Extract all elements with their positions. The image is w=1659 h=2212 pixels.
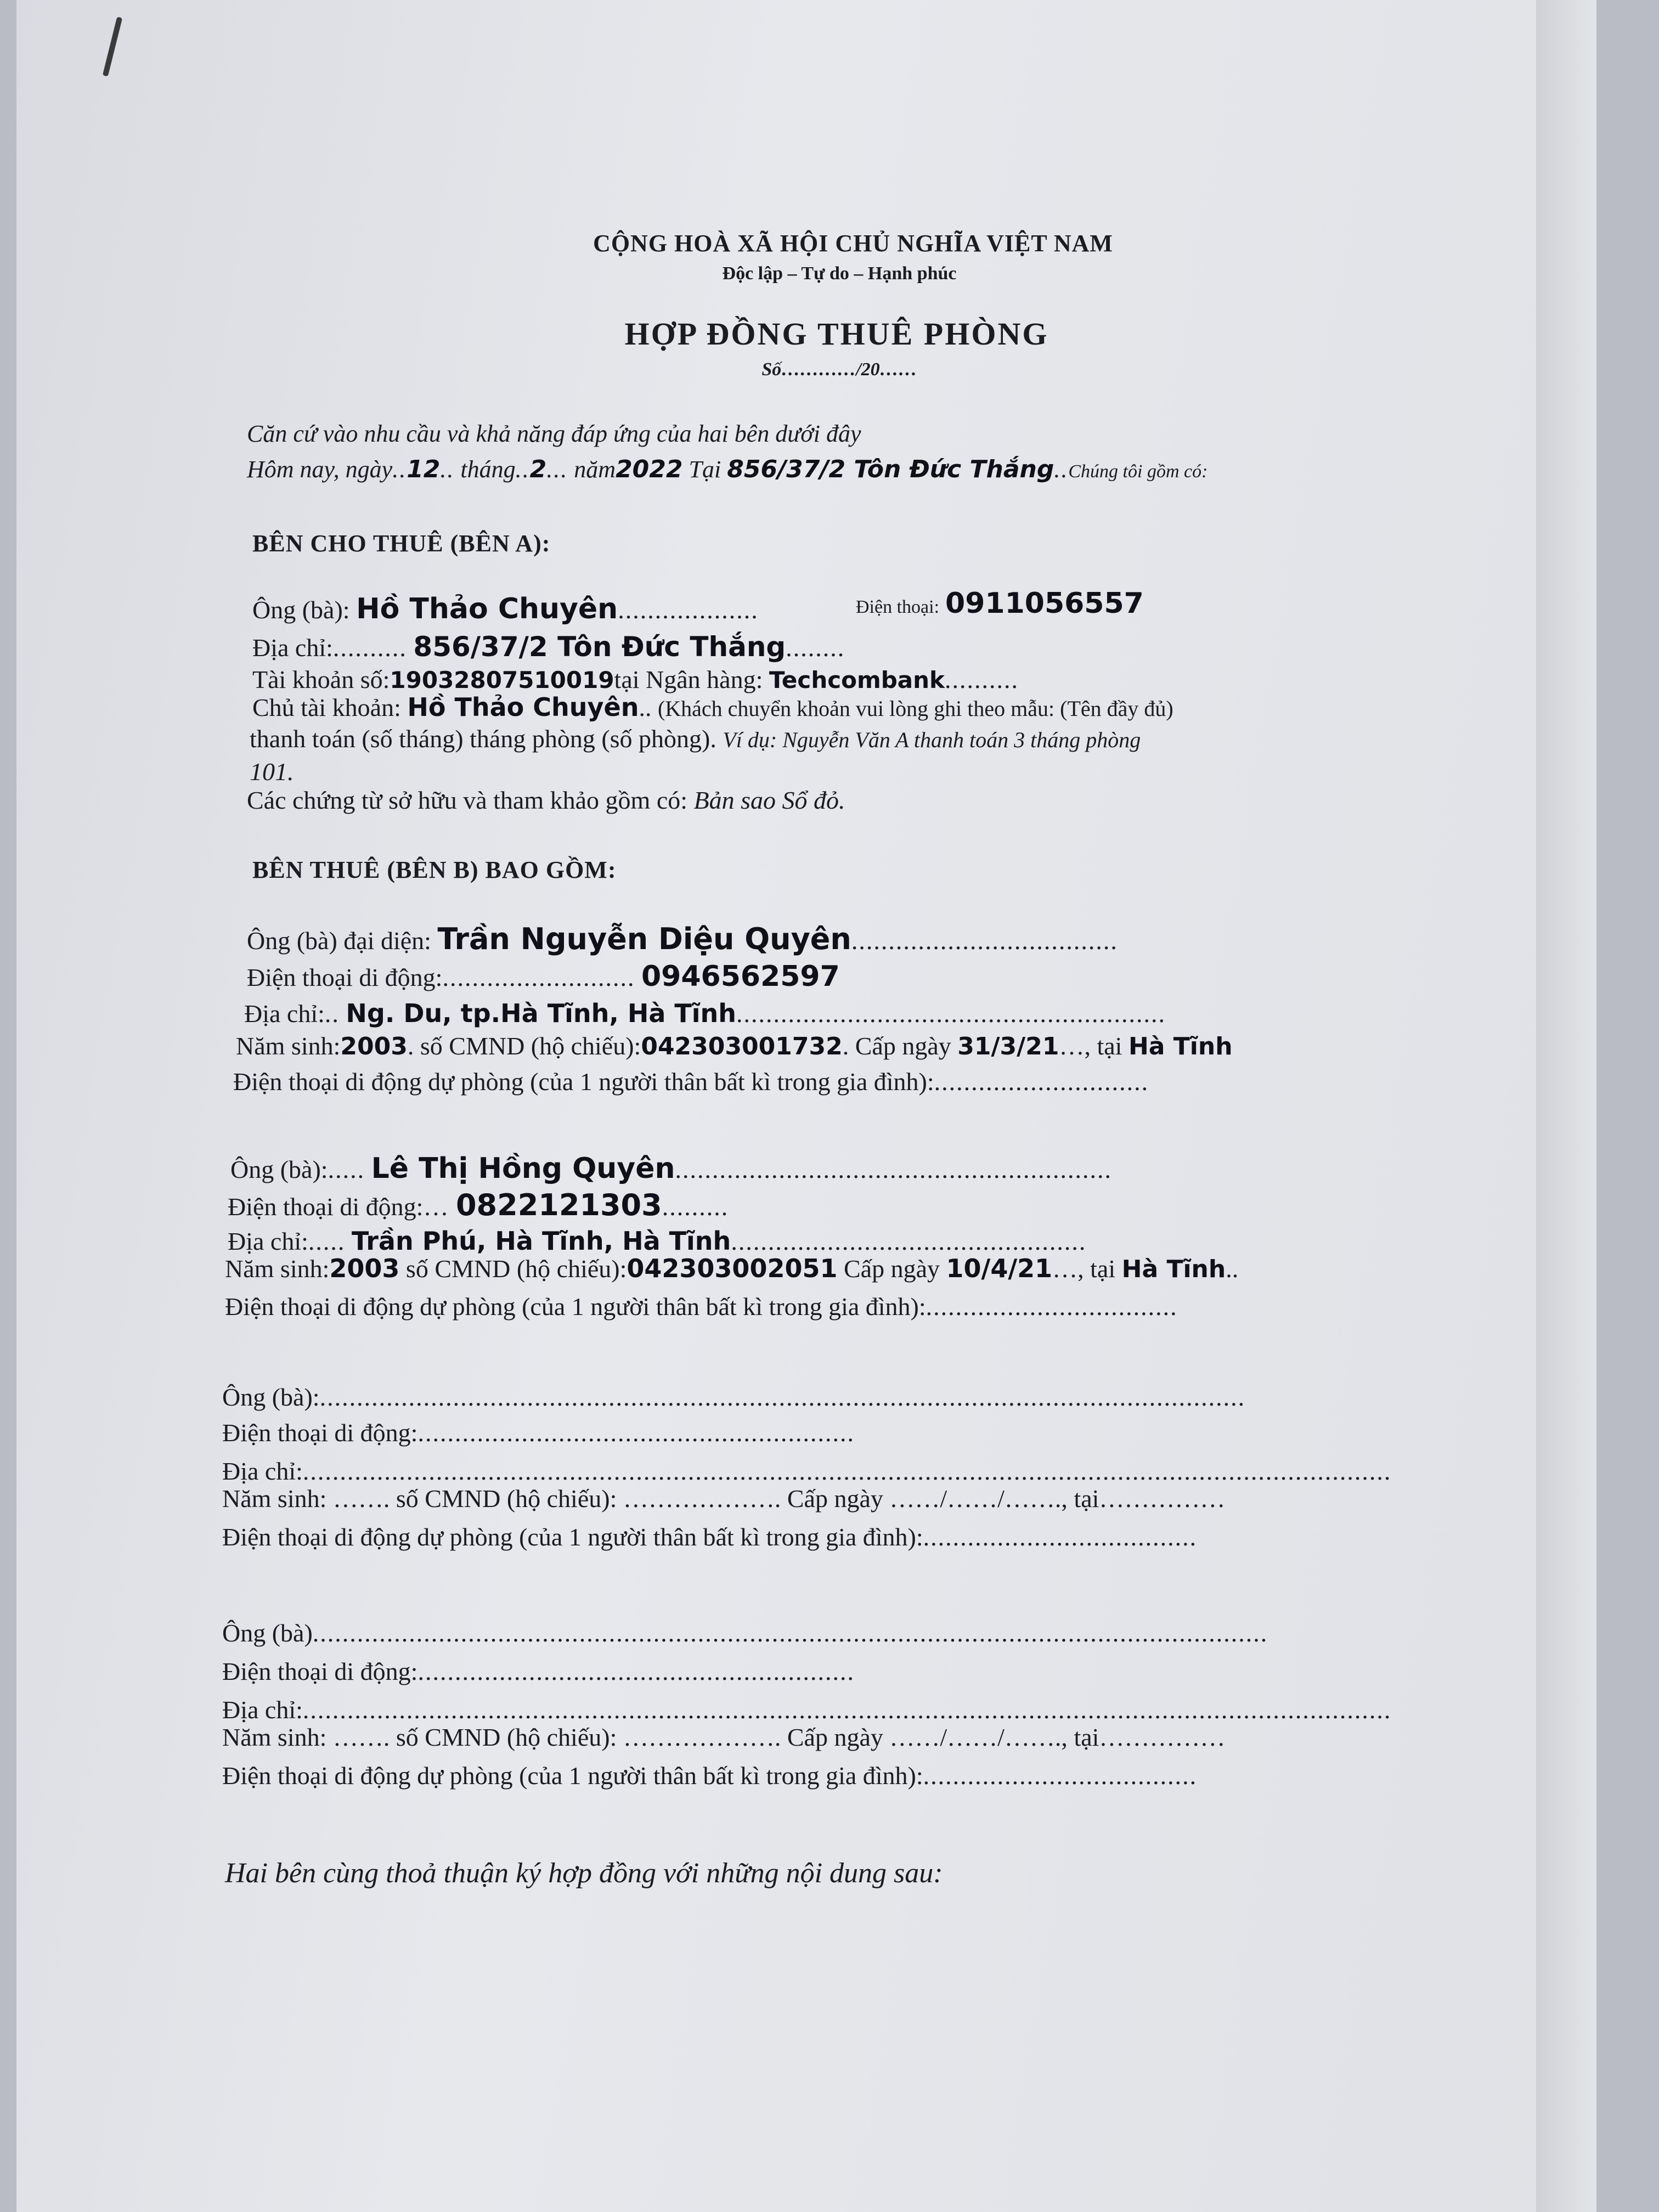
person4-mobile-row: Điện thoại di động:...........................................................	[222, 1657, 855, 1685]
person1-address-row: Địa chỉ:.. Ng. Du, tp.Hà Tĩnh, Hà Tĩnh..........................................................	[244, 998, 1166, 1028]
person1-name-row: Ông (bà) đại diện: Trần Nguyễn Diệu Quyên....................................	[247, 922, 1118, 956]
person3-at-label: tại	[1074, 1485, 1099, 1513]
party-a-heading: BÊN CHO THUÊ (BÊN A):	[252, 530, 551, 557]
person2-address-row: Địa chỉ:..... Trần Phú, Hà Tĩnh, Hà Tĩnh................................................	[228, 1226, 1087, 1256]
person2-mobile: 0822121303	[455, 1188, 662, 1222]
person4-address-row: Địa chỉ:...................................................................................................................................................	[222, 1696, 1392, 1724]
party-a-docs-label: Các chứng từ sở hữu và tham khảo gồm có:	[247, 786, 688, 814]
intro-day: 12	[407, 455, 441, 483]
adjacent-page-edge	[1536, 0, 1596, 2212]
person3-mobile-row: Điện thoại di động:...........................................................	[222, 1419, 855, 1447]
person2-id: 042303002051	[627, 1254, 838, 1283]
party-a-bank-label: tại Ngân hàng:	[614, 665, 763, 693]
party-a-docs: Bản sao Sổ đỏ.	[693, 786, 845, 814]
person1-mobile-row: Điện thoại di động:.......................... 0946562597	[247, 960, 840, 993]
national-title: CỘNG HOÀ XÃ HỘI CHỦ NGHĨA VIỆT NAM	[593, 230, 1113, 257]
person4-name-row: Ông (bà).................................................................................................................................	[222, 1619, 1268, 1647]
person3-address-row: Địa chỉ:...................................................................................................................................................	[222, 1457, 1392, 1485]
person1-address: Ng. Du, tp.Hà Tĩnh, Hà Tĩnh	[346, 998, 737, 1028]
person4-at-label: tại	[1074, 1723, 1099, 1751]
person2-address-label: Địa chỉ:	[228, 1227, 308, 1255]
person3-name-label: Ông (bà):	[222, 1383, 320, 1411]
contract-page	[16, 0, 1596, 2212]
party-a-example: Ví dụ: Nguyễn Văn A thanh toán 3 tháng phòng	[723, 727, 1141, 752]
closing-statement: Hai bên cùng thoả thuận ký hợp đồng với những nội dung sau:	[225, 1858, 943, 1889]
person3-backup-row: Điện thoại di động dự phòng (của 1 người thân bất kì trong gia đình):.....................................	[222, 1523, 1198, 1551]
person4-issued-label: Cấp ngày	[787, 1723, 883, 1751]
person2-name-row: Ông (bà):..... Lê Thị Hồng Quyên...........................................................	[230, 1152, 1112, 1185]
party-a-account-label: Tài khoản số:	[252, 665, 390, 693]
national-motto: Độc lập – Tự do – Hạnh phúc	[722, 263, 957, 284]
party-a-address-label: Địa chỉ:	[252, 634, 333, 662]
person3-id-label: số CMND (hộ chiếu):	[396, 1485, 617, 1513]
person2-address: Trần Phú, Hà Tĩnh, Hà Tĩnh	[351, 1226, 731, 1256]
person1-birth: 2003	[340, 1032, 408, 1060]
intro-year-label: năm	[574, 456, 616, 483]
person2-issued: 10/4/21	[946, 1254, 1053, 1283]
person1-mobile: 0946562597	[641, 960, 840, 993]
person2-at: Hà Tĩnh	[1121, 1255, 1226, 1283]
party-a-owner-label: Chủ tài khoản:	[252, 693, 401, 721]
party-a-name-row: Ông (bà): Hồ Thảo Chuyên...................	[252, 592, 759, 625]
party-a-transfer-note: (Khách chuyển khoản vui lòng ghi theo mẫu: (Tên đầy đủ)	[657, 696, 1173, 721]
party-a-account-row: Tài khoản số:19032807510019tại Ngân hàng: Techcombank..........	[252, 665, 1019, 693]
person2-birth-row: Năm sinh:2003 số CMND (hộ chiếu):042303002051 Cấp ngày 10/4/21…, tại Hà Tĩnh..	[225, 1254, 1239, 1283]
person4-birth-row: Năm sinh: ……. số CMND (hộ chiếu): ………………. Cấp ngày ……/……/……., tại……………	[222, 1723, 1226, 1751]
person1-birth-row: Năm sinh:2003. số CMND (hộ chiếu):042303001732. Cấp ngày 31/3/21…, tại Hà Tĩnh	[236, 1032, 1233, 1060]
person2-mobile-label: Điện thoại di động:	[228, 1193, 424, 1221]
person3-name-row: Ông (bà):.............................................................................................................................	[222, 1383, 1246, 1411]
pen-stroke	[103, 16, 122, 76]
party-a-owner-row: Chủ tài khoản: Hồ Thảo Chuyên.. (Khách chuyển khoản vui lòng ghi theo mẫu: (Tên đầy đủ)	[252, 692, 1173, 722]
person2-id-label: số CMND (hộ chiếu):	[405, 1255, 627, 1283]
intro-place-label: Tại	[689, 456, 721, 483]
party-a-bank: Techcombank	[769, 667, 945, 693]
person2-birth: 2003	[329, 1254, 400, 1283]
person3-birth-label: Năm sinh:	[222, 1485, 327, 1513]
person2-name: Lê Thị Hồng Quyên	[371, 1152, 675, 1185]
person1-issued-label: Cấp ngày	[855, 1032, 951, 1060]
person3-address-label: Địa chỉ:	[222, 1457, 303, 1485]
person4-name-label: Ông (bà)	[222, 1619, 313, 1647]
person4-address-label: Địa chỉ:	[222, 1696, 303, 1724]
person2-backup-label: Điện thoại di động dự phòng (của 1 người thân bất kì trong gia đình):	[225, 1293, 926, 1321]
intro-month: 2	[529, 455, 547, 483]
person1-birth-label: Năm sinh:	[236, 1032, 341, 1060]
person2-issued-label: Cấp ngày	[843, 1255, 940, 1283]
intro-date-prefix: Hôm nay, ngày	[247, 456, 393, 483]
party-a-phone: 0911056557	[945, 587, 1144, 620]
party-a-address: 856/37/2 Tôn Đức Thắng	[413, 631, 786, 663]
party-a-name: Hồ Thảo Chuyên	[356, 592, 618, 625]
person4-id-label: số CMND (hộ chiếu):	[396, 1723, 617, 1751]
person2-name-label: Ông (bà):	[230, 1155, 328, 1183]
intro-date-line: Hôm nay, ngày..12.. tháng..2... năm2022 Tại 856/37/2 Tôn Đức Thắng..Chúng tôi gồm có:	[247, 455, 1208, 483]
person3-mobile-label: Điện thoại di động:	[222, 1419, 418, 1447]
contract-number: Số…………/20……	[761, 359, 917, 380]
party-a-docs-row	[247, 786, 845, 815]
party-a-example-end: 101.	[250, 758, 294, 786]
person4-backup-label: Điện thoại di động dự phòng (của 1 người thân bất kì trong gia đình):	[222, 1762, 923, 1790]
party-a-address-row: Địa chỉ:.......... 856/37/2 Tôn Đức Thắng........	[252, 631, 845, 663]
party-a-phone-label: Điện thoại:	[856, 597, 940, 617]
party-a-transfer-note2: thanh toán (số tháng) tháng phòng (số phòng).	[250, 725, 716, 753]
person1-mobile-label: Điện thoại di động:	[247, 963, 443, 991]
person1-id: 042303001732	[641, 1032, 843, 1060]
person1-id-label: số CMND (hộ chiếu):	[420, 1032, 641, 1060]
intro-year: 2022	[616, 455, 683, 483]
person1-backup-row: Điện thoại di động dự phòng (của 1 người thân bất kì trong gia đình):.............................	[233, 1068, 1149, 1096]
person3-birth-row: Năm sinh: ……. số CMND (hộ chiếu): ………………. Cấp ngày ……/……/……., tại……………	[222, 1485, 1226, 1513]
intro-basis: Căn cứ vào nhu cầu và khả năng đáp ứng của hai bên dưới đây	[247, 420, 861, 447]
person1-name: Trần Nguyễn Diệu Quyên	[437, 922, 851, 956]
intro-month-label: tháng	[460, 456, 516, 483]
document-title: HỢP ĐỒNG THUÊ PHÒNG	[624, 316, 1049, 352]
person1-backup-label: Điện thoại di động dự phòng (của 1 người thân bất kì trong gia đình):	[233, 1068, 934, 1096]
person4-backup-row: Điện thoại di động dự phòng (của 1 người thân bất kì trong gia đình):.....................................	[222, 1762, 1198, 1790]
person1-at-label: tại	[1097, 1032, 1122, 1060]
person4-birth-label: Năm sinh:	[222, 1723, 327, 1751]
party-a-owner: Hồ Thảo Chuyên	[407, 692, 639, 722]
intro-suffix: Chúng tôi gồm có:	[1068, 461, 1208, 482]
person1-issued: 31/3/21	[957, 1032, 1059, 1060]
person1-at: Hà Tĩnh	[1128, 1032, 1233, 1060]
person2-backup-row: Điện thoại di động dự phòng (của 1 người thân bất kì trong gia đình):..................................	[225, 1293, 1178, 1321]
person2-at-label: tại	[1090, 1255, 1116, 1283]
party-a-phone-row	[856, 587, 1144, 620]
party-a-account: 19032807510019	[390, 667, 614, 693]
person4-mobile-label: Điện thoại di động:	[222, 1657, 418, 1685]
intro-place: 856/37/2 Tôn Đức Thắng	[727, 455, 1054, 483]
party-b-heading: BÊN THUÊ (BÊN B) BAO GỒM:	[252, 856, 617, 883]
person2-mobile-row: Điện thoại di động:… 0822121303.........	[228, 1188, 729, 1222]
person2-birth-label: Năm sinh:	[225, 1255, 330, 1283]
party-a-transfer-row	[250, 724, 1141, 753]
party-a-name-label: Ông (bà):	[252, 596, 350, 624]
person1-address-label: Địa chỉ:	[244, 1000, 325, 1028]
person1-name-label: Ông (bà) đại diện:	[247, 927, 431, 955]
person3-backup-label: Điện thoại di động dự phòng (của 1 người thân bất kì trong gia đình):	[222, 1523, 923, 1551]
person3-issued-label: Cấp ngày	[787, 1485, 883, 1513]
